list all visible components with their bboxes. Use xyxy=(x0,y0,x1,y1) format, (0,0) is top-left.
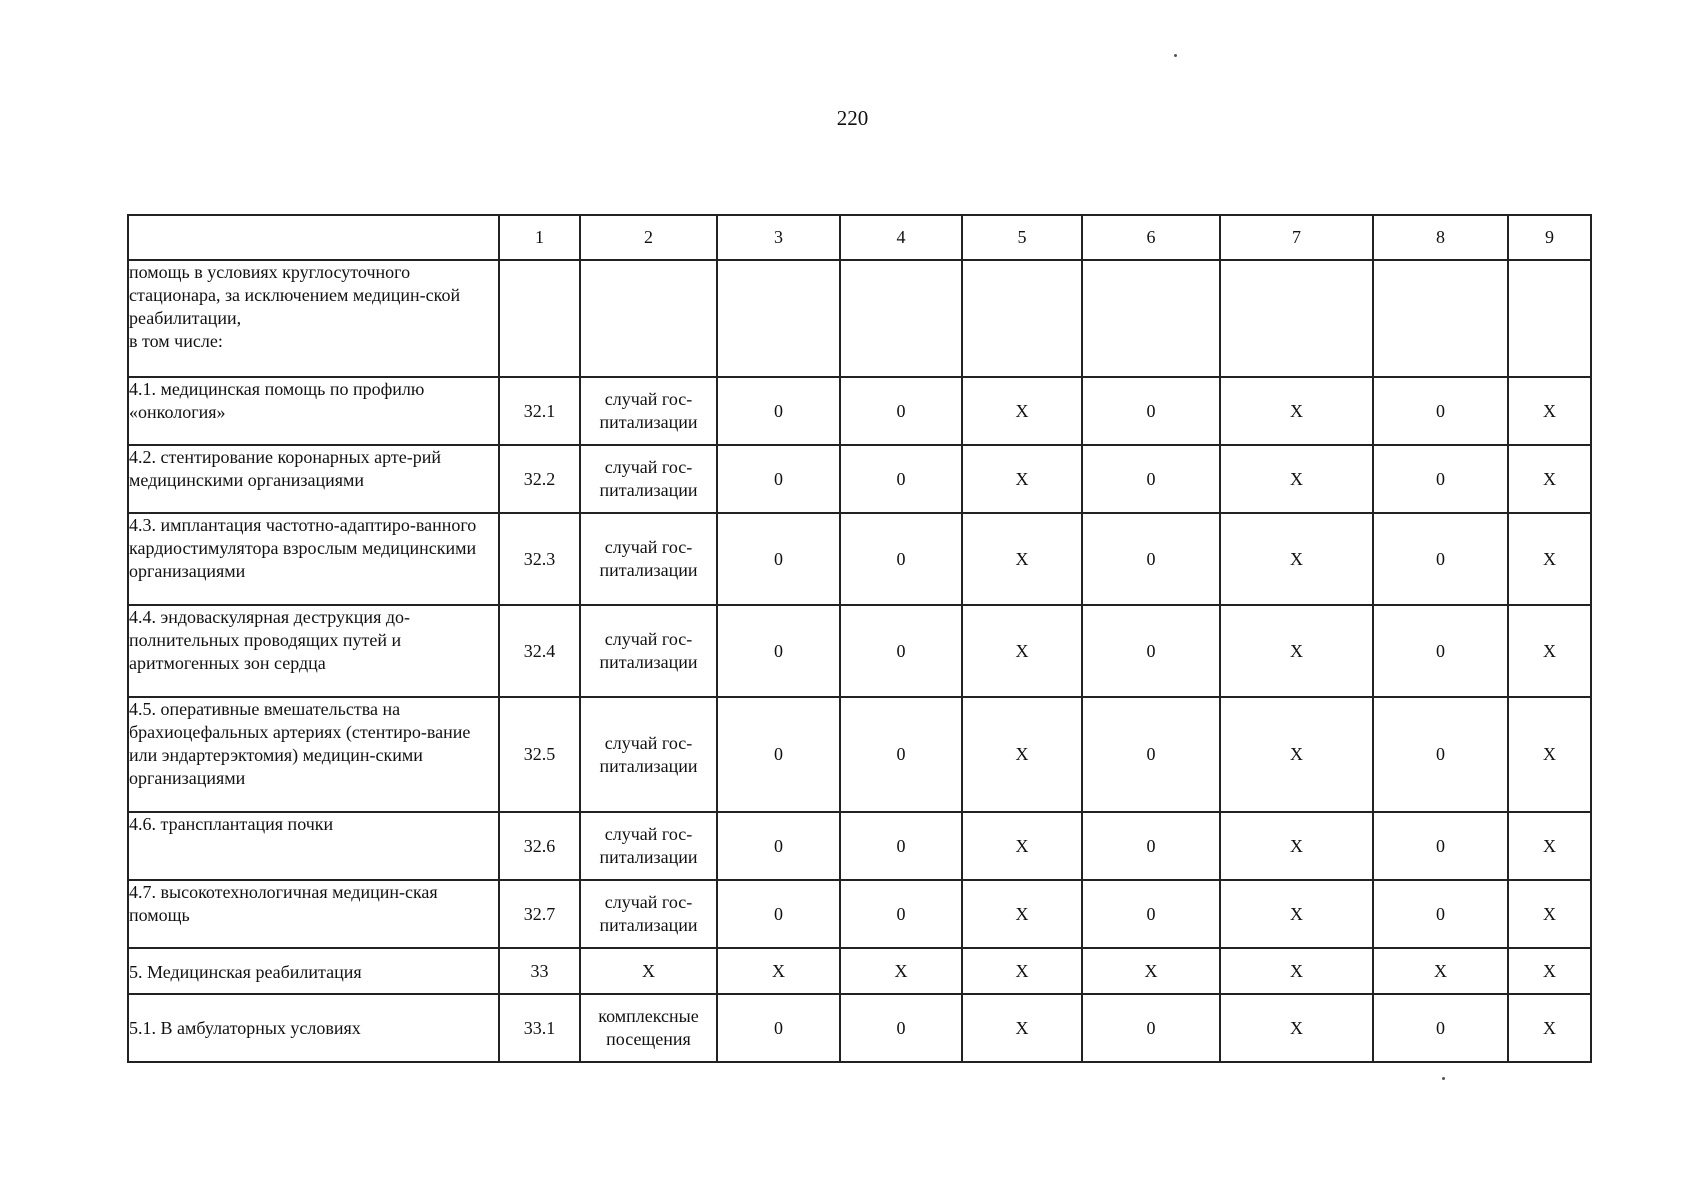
value-cell: X xyxy=(1220,513,1373,605)
row-code-cell: 32.7 xyxy=(499,880,580,948)
row-name-cell: 4.5. оперативные вмешательства на брахиоцефальных артериях (стентиро-вание или эндартерэктомия) медицин-скими организациями xyxy=(128,697,499,812)
row-code-cell: 32.6 xyxy=(499,812,580,880)
row-name-cell: 5.1. В амбулаторных условиях xyxy=(128,994,499,1062)
value-cell: X xyxy=(962,880,1082,948)
row-code-cell: 32.3 xyxy=(499,513,580,605)
value-cell: 0 xyxy=(1082,880,1220,948)
value-cell: 0 xyxy=(1373,445,1508,513)
value-cell: X xyxy=(962,377,1082,445)
value-cell: X xyxy=(1508,880,1591,948)
value-cell: X xyxy=(1508,697,1591,812)
value-cell: 0 xyxy=(1373,605,1508,697)
value-cell: X xyxy=(962,513,1082,605)
row-unit-cell: случай гос-питализации xyxy=(580,697,717,812)
row-unit-cell: X xyxy=(580,948,717,994)
value-cell xyxy=(840,260,962,377)
value-cell: 0 xyxy=(717,697,840,812)
row-code-cell: 32.4 xyxy=(499,605,580,697)
value-cell: 0 xyxy=(840,880,962,948)
table-row xyxy=(128,812,1591,880)
value-cell: X xyxy=(1220,377,1373,445)
table-row xyxy=(128,880,1591,948)
value-cell: X xyxy=(1220,948,1373,994)
value-cell: X xyxy=(1508,948,1591,994)
table-row xyxy=(128,994,1591,1062)
value-cell: 0 xyxy=(1082,812,1220,880)
value-cell: 0 xyxy=(840,994,962,1062)
value-cell: X xyxy=(1508,605,1591,697)
column-header: 4 xyxy=(840,215,962,260)
value-cell: 0 xyxy=(717,994,840,1062)
value-cell: X xyxy=(1508,513,1591,605)
row-unit-cell: случай гос-питализации xyxy=(580,605,717,697)
column-header: 7 xyxy=(1220,215,1373,260)
row-code-cell: 33.1 xyxy=(499,994,580,1062)
table-row xyxy=(128,377,1591,445)
value-cell: 0 xyxy=(1082,697,1220,812)
value-cell: 0 xyxy=(1373,812,1508,880)
value-cell: X xyxy=(962,812,1082,880)
row-code-cell: 32.5 xyxy=(499,697,580,812)
value-cell: 0 xyxy=(1082,445,1220,513)
column-header: 6 xyxy=(1082,215,1220,260)
value-cell: X xyxy=(962,994,1082,1062)
value-cell: 0 xyxy=(1373,994,1508,1062)
value-cell: 0 xyxy=(840,812,962,880)
value-cell xyxy=(1220,260,1373,377)
row-code-cell xyxy=(499,260,580,377)
value-cell: 0 xyxy=(1373,377,1508,445)
data-table xyxy=(127,214,1592,1063)
row-unit-cell xyxy=(580,260,717,377)
column-header xyxy=(128,215,499,260)
value-cell: X xyxy=(1373,948,1508,994)
value-cell: X xyxy=(1508,445,1591,513)
row-name-cell: 4.4. эндоваскулярная деструкция до-полнительных проводящих путей и аритмогенных зон сердца xyxy=(128,605,499,697)
value-cell: 0 xyxy=(840,513,962,605)
value-cell xyxy=(962,260,1082,377)
value-cell: X xyxy=(962,605,1082,697)
row-unit-cell: случай гос-питализации xyxy=(580,880,717,948)
value-cell xyxy=(717,260,840,377)
value-cell: 0 xyxy=(840,377,962,445)
value-cell: X xyxy=(1220,605,1373,697)
row-unit-cell: случай гос-питализации xyxy=(580,513,717,605)
row-name-cell: помощь в условиях круглосуточного стационара, за исключением медицин-ской реабилитации, в том числе: xyxy=(128,260,499,377)
value-cell: X xyxy=(1508,812,1591,880)
value-cell: 0 xyxy=(840,445,962,513)
value-cell: 0 xyxy=(717,880,840,948)
page-number: 220 xyxy=(836,106,869,130)
scan-speck xyxy=(1174,54,1177,57)
value-cell: X xyxy=(1508,994,1591,1062)
table-row xyxy=(128,605,1591,697)
value-cell: X xyxy=(717,948,840,994)
value-cell: 0 xyxy=(1082,994,1220,1062)
value-cell: 0 xyxy=(717,513,840,605)
column-header: 9 xyxy=(1508,215,1591,260)
row-name-cell: 4.3. имплантация частотно-адаптиро-ванного кардиостимулятора взрослым медицинскими организациями xyxy=(128,513,499,605)
value-cell: X xyxy=(1220,697,1373,812)
value-cell: X xyxy=(1220,880,1373,948)
row-name-cell: 4.6. трансплантация почки xyxy=(128,812,499,880)
value-cell: X xyxy=(1082,948,1220,994)
table-row xyxy=(128,513,1591,605)
column-number-header-row xyxy=(128,215,1591,260)
value-cell: 0 xyxy=(1082,377,1220,445)
column-header: 1 xyxy=(499,215,580,260)
value-cell: X xyxy=(1220,994,1373,1062)
table-row xyxy=(128,260,1591,377)
row-unit-cell: случай гос-питализации xyxy=(580,445,717,513)
value-cell: 0 xyxy=(1373,513,1508,605)
row-name-cell: 4.1. медицинская помощь по профилю «онкология» xyxy=(128,377,499,445)
row-code-cell: 33 xyxy=(499,948,580,994)
value-cell xyxy=(1082,260,1220,377)
value-cell: X xyxy=(962,948,1082,994)
table-row xyxy=(128,948,1591,994)
row-name-cell: 4.7. высокотехнологичная медицин-ская помощь xyxy=(128,880,499,948)
value-cell: X xyxy=(1220,445,1373,513)
row-name-cell: 5. Медицинская реабилитация xyxy=(128,948,499,994)
row-name-cell: 4.2. стентирование коронарных арте-рий медицинскими организациями xyxy=(128,445,499,513)
value-cell: X xyxy=(962,697,1082,812)
value-cell: 0 xyxy=(717,377,840,445)
column-header: 3 xyxy=(717,215,840,260)
table-row xyxy=(128,697,1591,812)
value-cell xyxy=(1508,260,1591,377)
column-header: 8 xyxy=(1373,215,1508,260)
value-cell: X xyxy=(1508,377,1591,445)
row-unit-cell: случай гос-питализации xyxy=(580,377,717,445)
row-code-cell: 32.1 xyxy=(499,377,580,445)
value-cell xyxy=(1373,260,1508,377)
value-cell: X xyxy=(840,948,962,994)
value-cell: 0 xyxy=(1373,880,1508,948)
value-cell: 0 xyxy=(1373,697,1508,812)
value-cell: 0 xyxy=(717,812,840,880)
row-unit-cell: комплексные посещения xyxy=(580,994,717,1062)
value-cell: 0 xyxy=(717,445,840,513)
value-cell: 0 xyxy=(717,605,840,697)
value-cell: 0 xyxy=(840,697,962,812)
scan-speck xyxy=(1442,1077,1445,1080)
row-unit-cell: случай гос-питализации xyxy=(580,812,717,880)
column-header: 2 xyxy=(580,215,717,260)
value-cell: X xyxy=(962,445,1082,513)
value-cell: X xyxy=(1220,812,1373,880)
table-row xyxy=(128,445,1591,513)
value-cell: 0 xyxy=(1082,513,1220,605)
row-code-cell: 32.2 xyxy=(499,445,580,513)
value-cell: 0 xyxy=(840,605,962,697)
value-cell: 0 xyxy=(1082,605,1220,697)
column-header: 5 xyxy=(962,215,1082,260)
